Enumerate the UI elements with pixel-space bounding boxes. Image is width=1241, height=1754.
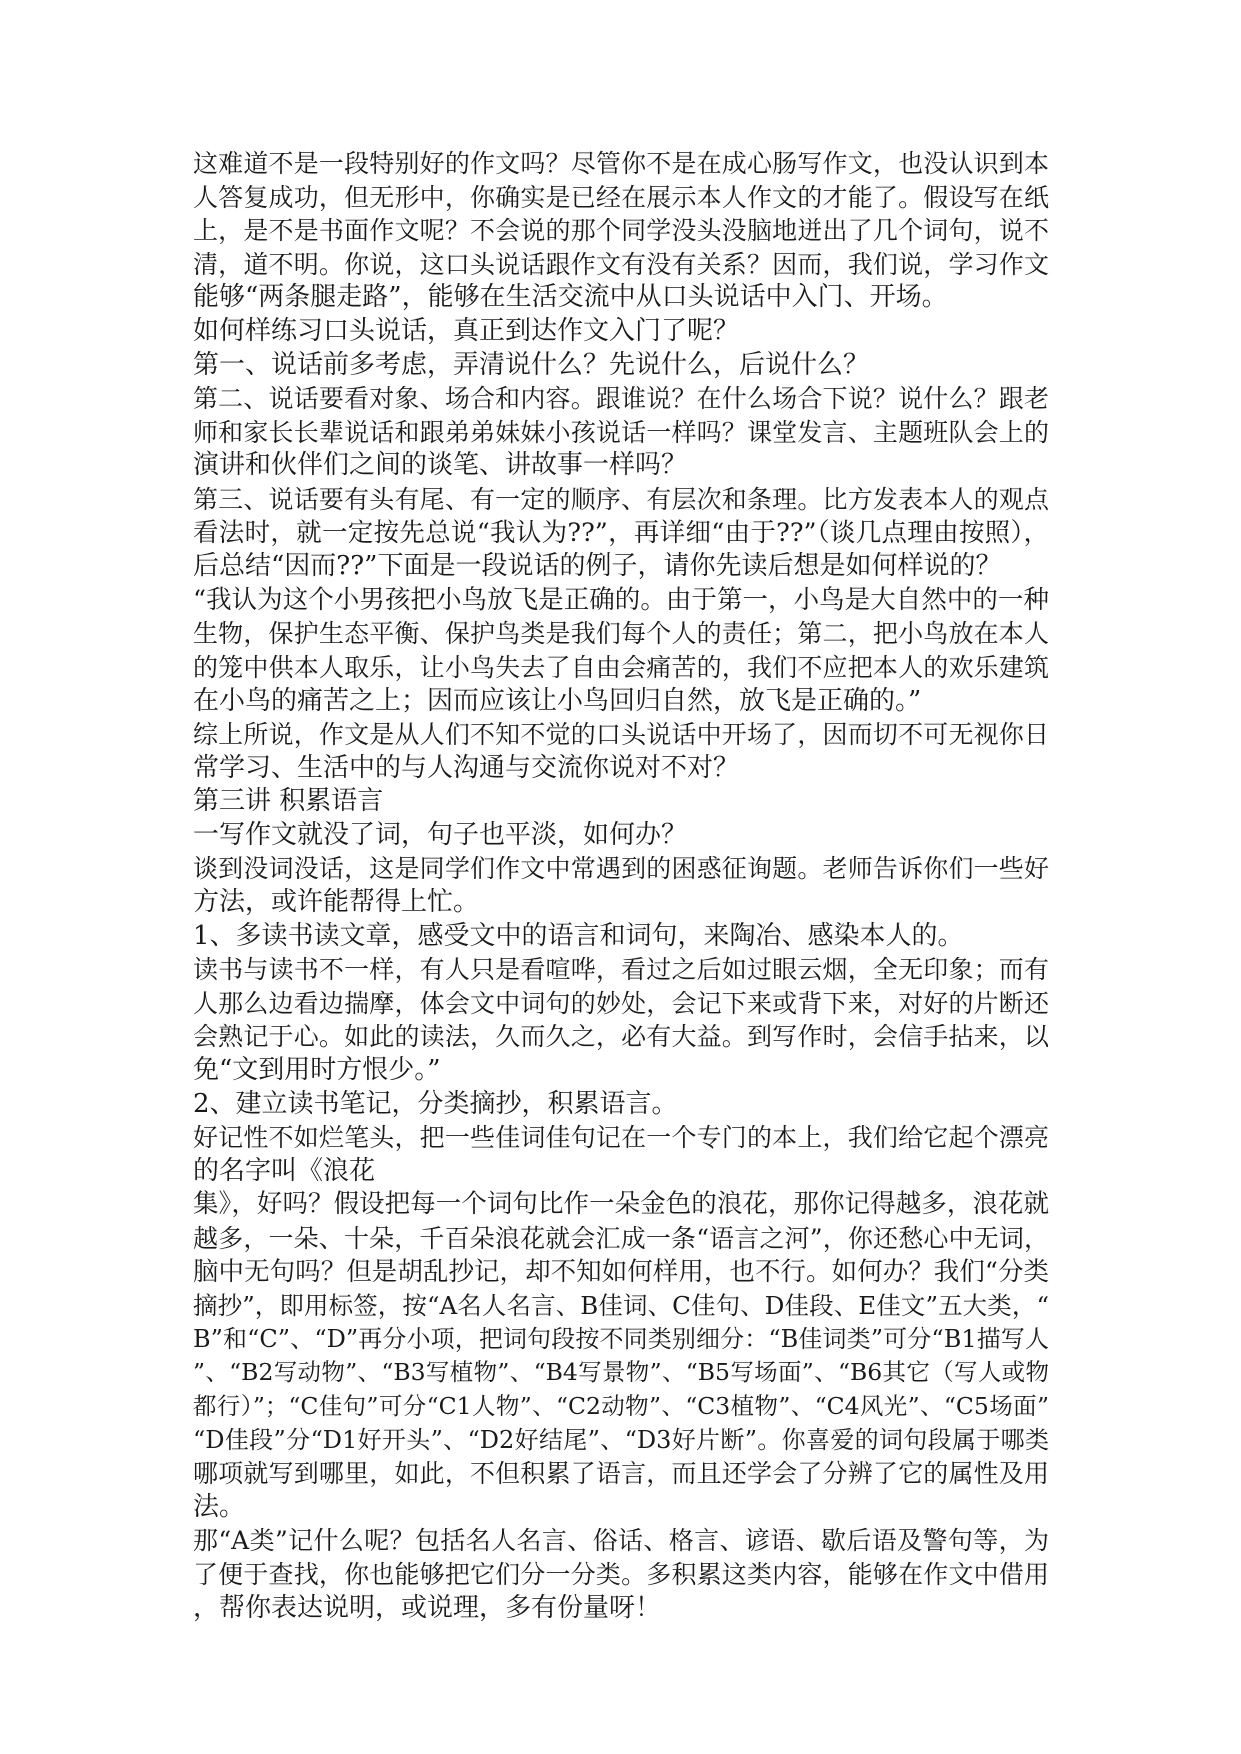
text-line: 越多，一朵、十朵，千百朵浪花就会汇成一条“语言之河”，你还愁心中无词， bbox=[193, 1224, 1049, 1253]
text-line: 谈到没词没话，这是同学们作文中常遇到的困惑征询题。老师告诉你们一些好 bbox=[193, 854, 1049, 884]
text-line: 了便于查找，你也能够把它们分一分类。多积累这类内容，能够在作文中借用 bbox=[193, 1559, 1049, 1589]
text-line: 第一、说话前多考虑，弄清说什么？先说什么，后说什么？ bbox=[193, 349, 870, 380]
text-line: “D佳段”分“D1好开头”、“D2好结尾”、“D3好片断”。你喜爱的词句段属于哪类 bbox=[193, 1425, 1049, 1454]
text-line: 集》，好吗？假设把每一个词句比作一朵金色的浪花，那你记得越多，浪花就 bbox=[193, 1189, 1049, 1220]
text-line: 第三讲 积累语言 bbox=[193, 786, 384, 817]
text-line: 免“文到用时方恨少。” bbox=[193, 1055, 441, 1086]
text-line: 会熟记于心。如此的读法，久而久之，必有大益。到写作时，会信手拈来，以 bbox=[193, 1022, 1049, 1052]
text-line: 综上所说，作文是从人们不知不觉的口头说话中开场了，因而切不可无视你日 bbox=[193, 720, 1049, 750]
text-line: 常学习、生活中的与人沟通与交流你说对不对？ bbox=[193, 752, 740, 783]
text-line: 上，是不是书面作文呢？不会说的那个同学没头没脑地迸出了几个词句，说不 bbox=[193, 216, 1049, 246]
text-line: 人那么边看边揣摩，体会文中词句的妙处，会记下来或背下来，对好的片断还 bbox=[193, 988, 1049, 1018]
text-line: 如何样练习口头说话，真正到达作文入门了呢？ bbox=[193, 315, 740, 346]
text-line: 一写作文就没了词，句子也平淡，如何办？ bbox=[193, 819, 688, 850]
text-line: 哪项就写到哪里，如此，不但积累了语言，而且还学会了分辨了它的属性及用 bbox=[193, 1459, 1049, 1489]
text-line: 方法，或许能帮得上忙。 bbox=[193, 887, 480, 918]
text-line: ，帮你表达说明，或说理，多有份量呀！ bbox=[193, 1592, 662, 1623]
text-line: 摘抄”，即用标签，按“A名人名言、B佳词、C佳句、D佳段、E佳文”五大类，“ bbox=[193, 1291, 1049, 1321]
text-line: 这难道不是一段特别好的作文吗？尽管你不是在成心肠写作文，也没认识到本 bbox=[193, 149, 1049, 178]
text-line: 演讲和伙伴们之间的谈笔、讲故事一样吗？ bbox=[193, 450, 688, 481]
text-line: 第二、说话要看对象、场合和内容。跟谁说？在什么场合下说？说什么？跟老 bbox=[193, 384, 1049, 414]
text-line: 的笼中供本人取乐，让小鸟失去了自由会痛苦的，我们不应把本人的欢乐建筑 bbox=[193, 652, 1049, 682]
text-line: 看法时，就一定按先总说“我认为??”，再详细“由于??”（谈几点理由按照）， bbox=[193, 517, 1049, 548]
text-line: 法。 bbox=[193, 1491, 246, 1522]
text-line: 能够“两条腿走路”，能够在生活交流中从口头说话中入门、开场。 bbox=[193, 282, 948, 313]
text-line: B”和“C”、“D”再分小项，把词句段按不同类别细分：“B佳词类”可分“B1描写人 bbox=[193, 1324, 1049, 1353]
text-line: 在小鸟的痛苦之上；因而应该让小鸟回归自然，放飞是正确的。” bbox=[193, 685, 922, 716]
text-line: 脑中无句吗？但是胡乱抄记，却不知如何样用，也不行。如何办？我们“分类 bbox=[193, 1256, 1049, 1287]
text-line: 清，道不明。你说，这口头说话跟作文有没有关系？因而，我们说，学习作文 bbox=[193, 249, 1049, 279]
text-line: 那“A类”记什么呢？包括名人名言、俗话、格言、谚语、歇后语及警句等，为 bbox=[193, 1526, 1049, 1556]
text-line: 好记性不如烂笔头，把一些佳词佳句记在一个专门的本上，我们给它起个漂亮 bbox=[193, 1123, 1049, 1153]
text-line: 师和家长长辈说话和跟弟弟妹妹小孩说话一样吗？课堂发言、主题班队会上的 bbox=[193, 417, 1049, 447]
text-line: 1、多读书读文章，感受文中的语言和词句，来陶冶、感染本人的。 bbox=[193, 920, 964, 951]
document-body bbox=[193, 147, 1049, 1625]
text-line: “我认为这个小男孩把小鸟放飞是正确的。由于第一，小鸟是大自然中的一种 bbox=[193, 584, 1049, 615]
text-line: 2、建立读书笔记，分类摘抄，积累语言。 bbox=[193, 1088, 678, 1119]
text-line: 的名字叫《浪花 bbox=[193, 1155, 376, 1186]
text-line: 人答复成功，但无形中，你确实是已经在展示本人作文的才能了。假设写在纸 bbox=[193, 182, 1049, 212]
text-line: 后总结“因而??”下面是一段说话的例子，请你先读后想是如何样说的？ bbox=[193, 551, 1002, 582]
text-line: 生物，保护生态平衡、保护鸟类是我们每个人的责任；第二，把小鸟放在本人 bbox=[193, 619, 1049, 649]
text-line: 读书与读书不一样，有人只是看喧哗，看过之后如过眼云烟，全无印象；而有 bbox=[193, 955, 1049, 985]
text-line: ”、“B2写动物”、“B3写植物”、“B4写景物”、“B5写场面”、“B6其它（写人或物 bbox=[193, 1358, 1049, 1387]
text-line: 第三、说话要有头有尾、有一定的顺序、有层次和条理。比方发表本人的观点 bbox=[193, 484, 1049, 514]
text-line: 都行）”；“C佳句”可分“C1人物”、“C2动物”、“C3植物”、“C4风光”、“C5场面” bbox=[193, 1391, 1049, 1420]
